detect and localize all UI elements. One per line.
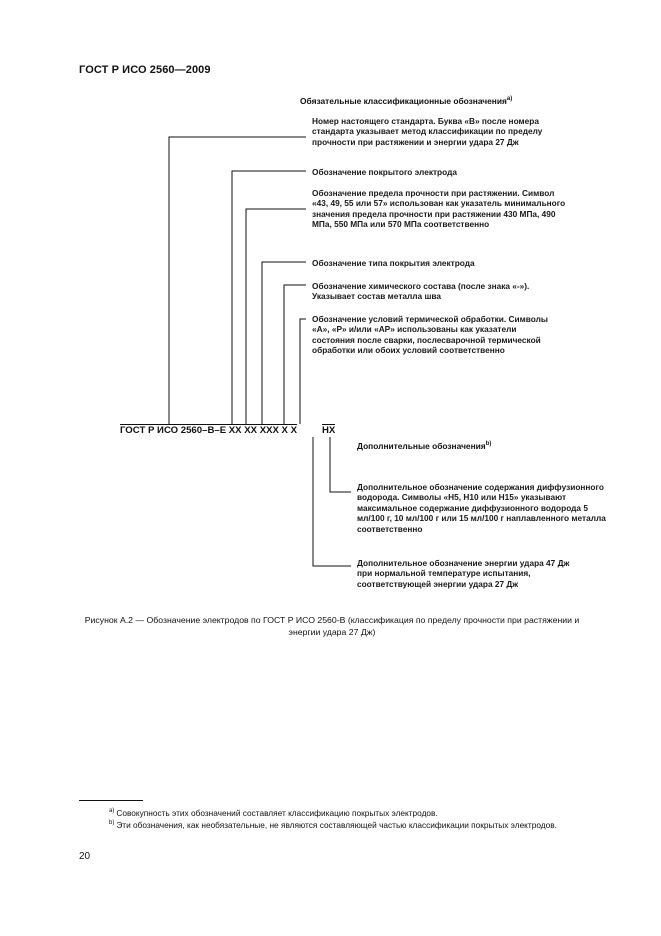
figure-caption: Рисунок А.2 — Обозначение электродов по ГОСТ Р ИСО 2560-В (классификация по пределу прочности при растяжении и энергии удара 27 Дж) [84,615,580,637]
running-header: ГОСТ Р ИСО 2560—2009 [79,64,211,76]
footnote-text-b: Эти обозначения, как необязательные, не являются составляющей частью классификации покрытых электродов. [116,819,557,830]
footnote-mark-b: b) [109,820,115,826]
required-item-tensile-strength: Обозначение предела прочности при растяжении. Символ «43, 49, 55 или 57» использован как указатель минимального значения предела прочности при растяжении 430 МПа, 490 МПа, 550 МПа или 570 МПа соответственно [312,188,566,230]
optional-code: НХ [322,425,336,436]
optional-item-impact-energy: Дополнительное обозначение энергии удара 47 Дж при нормальной температуре испытания, соответствующей энергии удара 27 Дж [357,558,570,589]
footnote-rule [79,800,143,801]
required-item-chemical-composition: Обозначение химического состава (после знака «-»). Указывает состав металла шва [312,281,530,302]
electrode-designation: ГОСТ Р ИСО 2560–В–Е ХХ ХХ ХХХ Х Х [120,425,298,436]
footnote-ref-a: a) [506,96,513,103]
leader-heat-treatment [300,319,306,424]
footnote-b [79,818,619,831]
leader-standard-number [169,137,306,424]
leader-tensile-strength [246,209,306,424]
optional-designations-title: Дополнительные обозначения$^{b)}$ [357,441,492,451]
required-item-covering-type: Обозначение типа покрытия электрода [312,258,475,268]
required-designations-title: Обязательные классификационные обозначения$^{a)}$ [300,96,513,106]
leader-impact-energy [313,437,351,566]
required-item-heat-treatment: Обозначение условий термической обработки. Символы «А», «Р» и/или «АР» использованы как указатели состояния после сварки, послесварочной термической обработки или обоих условий соответственно [312,314,548,356]
required-item-standard-number: Номер настоящего стандарта. Буква «В» после номера стандарта указывает метод классификации по пределу прочности при растяжении и энергии удара 27 Дж [312,116,543,147]
optional-item-hydrogen: Дополнительное обозначение содержания диффузионного водорода. Символы «Н5, Н10 или Н15» указывают максимальное содержание диффузионного водорода 5 мл/100 г, 10 мл/100 г или 15 мл/100 г наплавленного металла соответственно [357,482,606,534]
footnote-ref-b: b) [485,441,492,448]
required-item-covered-electrode: Обозначение покрытого электрода [312,167,457,177]
leader-chemical-composition [284,285,306,424]
page-number: 20 [79,851,91,862]
footnote-mark-a: a) [109,808,115,814]
footnote-text-a: Совокупность этих обозначений составляет классификацию покрытых электродов. [116,807,438,818]
leader-hydrogen [330,437,351,492]
